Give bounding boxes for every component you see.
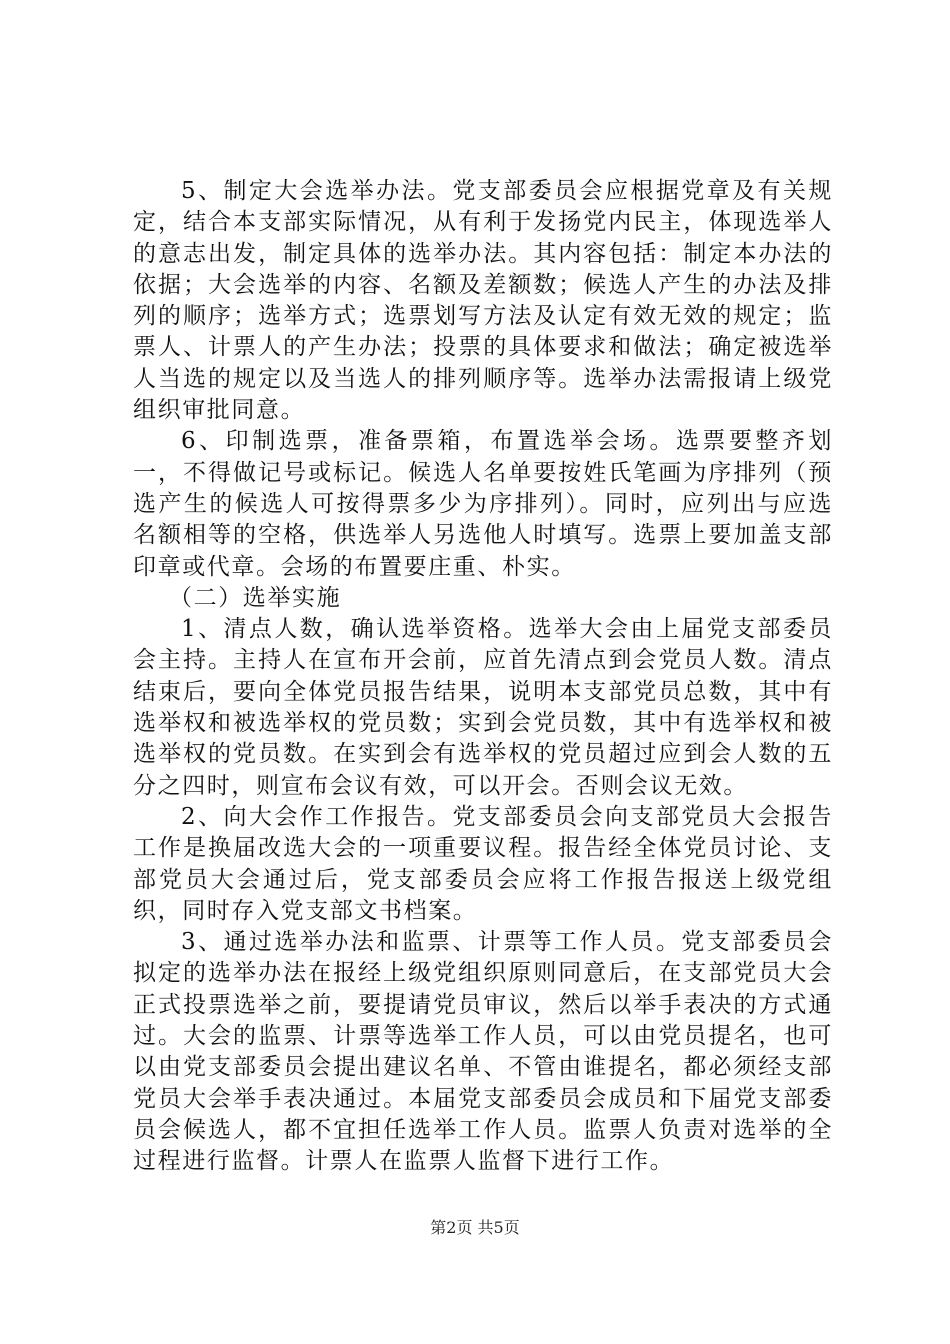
section-heading-election-implementation: （二）选举实施	[169, 584, 342, 611]
paragraph-3-election-staff: 3、通过选举办法和监票、计票等工作人员。党支部委员会拟定的选举办法在报经上级党组织原则同意后，在支部党员大会正式投票选举之前，要提请党员审议，然后以举手表决的方式通过。大会的监票、计票等选举工作人员，可以由党员提名，也可以由党支部委员会提出建议名单、不管由谁提名，都必须经支部党员大会举手表决通过。本届党支部委员会成员和下届党支部委员会候选人，都不宜担任选举工作人员。监票人负责对选举的全过程进行监督。计票人在监票人监督下进行工作。	[133, 929, 833, 1175]
document-body	[133, 176, 833, 1178]
paragraph-6-ballot-preparation: 6、印制选票，准备票箱，布置选举会场。选票要整齐划一，不得做记号或标记。候选人名单要按姓氏笔画为序排列（预选产生的候选人可按得票多少为序排列）。同时，应列出与应选名额相等的空格，供选举人另选他人时填写。选票上要加盖支部印章或代章。会场的布置要庄重、朴实。	[133, 428, 833, 580]
paragraph-1-headcount: 1、清点人数，确认选举资格。选举大会由上届党支部委员会主持。主持人在宣布开会前，应首先清点到会党员人数。清点结束后，要向全体党员报告结果，说明本支部党员总数，其中有选举权和被选举权的党员数；实到会党员数，其中有选举权和被选举权的党员数。在实到会有选举权的党员超过应到会人数的五分之四时，则宣布会议有效，可以开会。否则会议无效。	[133, 616, 833, 799]
paragraph-5-election-method: 5、制定大会选举办法。党支部委员会应根据党章及有关规定，结合本支部实际情况，从有利于发扬党内民主，体现选举人的意志出发，制定具体的选举办法。其内容包括：制定本办法的依据；大会选举的内容、名额及差额数；候选人产生的办法及排列的顺序；选举方式；选票划写方法及认定有效无效的规定；监票人、计票人的产生办法；投票的具体要求和做法；确定被选举人当选的规定以及当选人的排列顺序等。选举办法需报请上级党组织审批同意。	[133, 178, 833, 424]
page-number-footer: 第2页 共5页	[430, 1218, 520, 1237]
paragraph-2-work-report: 2、向大会作工作报告。党支部委员会向支部党员大会报告工作是换届改选大会的一项重要议程。报告经全体党员讨论、支部党员大会通过后，党支部委员会应将工作报告报送上级党组织，同时存入党支部文书档案。	[133, 803, 833, 924]
